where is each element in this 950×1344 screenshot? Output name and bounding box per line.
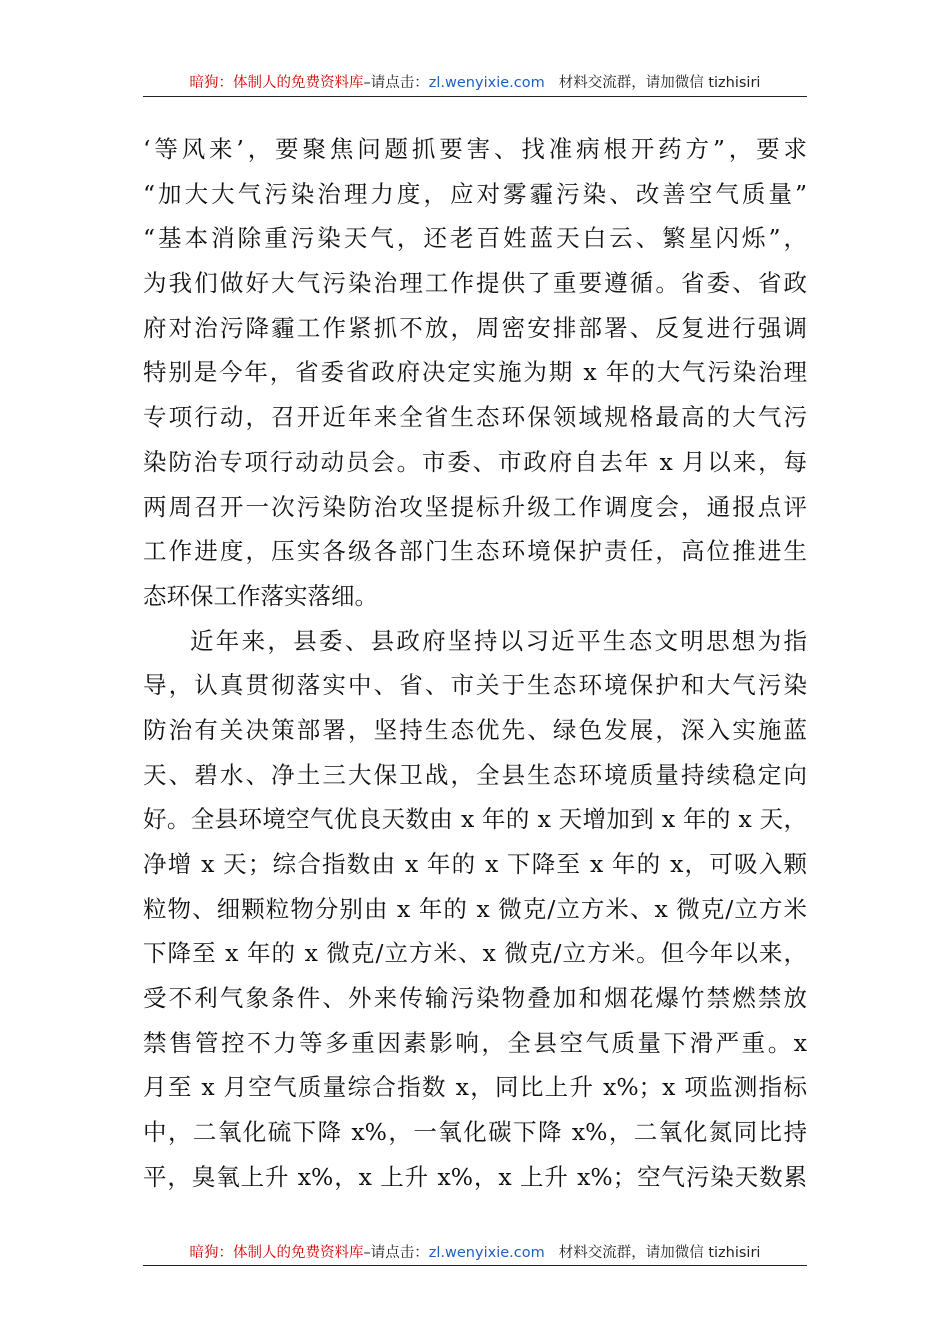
text-line: “基本消除重污染天气，还老百姓蓝天白云、繁星闪烁”， — [143, 224, 807, 253]
text-line: 月至 x 月空气质量综合指数 x，同比上升 x%；x 项监测指标 — [143, 1073, 807, 1102]
text-line: 天、碧水、净土三大保卫战，全县生态环境质量持续稳定向 — [143, 760, 807, 789]
text-line: 为我们做好大气污染治理工作提供了重要遵循。省委、省政 — [143, 269, 807, 298]
header-link[interactable]: zl.wenyixie.com — [428, 75, 545, 91]
text-line: 受不利气象条件、外来传输污染物叠加和烟花爆竹禁燃禁放 — [143, 984, 807, 1013]
footer-divider — [143, 1265, 807, 1266]
text-line: 防治有关决策部署，坚持生态优先、绿色发展，深入实施蓝 — [143, 715, 807, 744]
paragraph-1 — [143, 127, 807, 619]
header-divider — [143, 96, 807, 97]
text-line: 粒物、细颗粒物分别由 x 年的 x 微克/立方米、x 微克/立方米 — [143, 894, 807, 923]
text-line: 净增 x 天；综合指数由 x 年的 x 下降至 x 年的 x，可吸入颗 — [143, 850, 807, 878]
header-separator: –请点击： — [363, 75, 429, 91]
text-line: 中，二氧化硫下降 x%，一氧化碳下降 x%，二氧化氮同比持 — [143, 1118, 807, 1147]
header-brand: 暗狗：体制人的免费资料库 — [189, 75, 364, 91]
document-body — [143, 127, 807, 1200]
paragraph-2 — [143, 619, 807, 1200]
text-line: 两周召开一次污染防治攻坚提标升级工作调度会，通报点评 — [143, 492, 807, 521]
text-line: 工作进度，压实各级各部门生态环境保护责任，高位推进生 — [143, 537, 807, 566]
page-footer — [143, 1240, 807, 1266]
footer-wechat-note: 材料交流群，请加微信 tizhisiri — [558, 1245, 761, 1261]
text-line: 平，臭氧上升 x%，x 上升 x%，x 上升 x%；空气污染天数累 — [143, 1162, 807, 1191]
text-line: “加大大气污染治理力度，应对雾霾污染、改善空气质量” — [143, 179, 807, 208]
text-line: 导，认真贯彻落实中、省、市关于生态环境保护和大气污染 — [143, 671, 807, 700]
text-line: ‘等风来’，要聚焦问题抓要害、找准病根开药方”，要求 — [143, 135, 807, 163]
text-line: 下降至 x 年的 x 微克/立方米、x 微克/立方米。但今年以来， — [143, 939, 807, 968]
text-line: 好。全县环境空气优良天数由 x 年的 x 天增加到 x 年的 x 天， — [143, 805, 807, 834]
text-line: 近年来，县委、县政府坚持以习近平生态文明思想为指 — [190, 626, 807, 655]
text-line: 染防治专项行动动员会。市委、市政府自去年 x 月以来，每 — [143, 447, 807, 476]
footer-brand: 暗狗：体制人的免费资料库 — [189, 1245, 364, 1261]
text-line: 专项行动，召开近年来全省生态环保领域规格最高的大气污 — [143, 403, 807, 432]
footer-separator: –请点击： — [363, 1245, 429, 1261]
text-line: 特别是今年，省委省政府决定实施为期 x 年的大气污染治理 — [143, 358, 807, 387]
footer-link[interactable]: zl.wenyixie.com — [428, 1245, 545, 1261]
header-wechat-note: 材料交流群，请加微信 tizhisiri — [558, 75, 761, 91]
text-line: 禁售管控不力等多重因素影响，全县空气质量下滑严重。x — [143, 1028, 807, 1057]
page-header — [143, 70, 807, 96]
text-line: 府对治污降霾工作紧抓不放，周密安排部署、反复进行强调 — [143, 313, 807, 342]
text-line: 态环保工作落实落细。 — [143, 581, 378, 610]
